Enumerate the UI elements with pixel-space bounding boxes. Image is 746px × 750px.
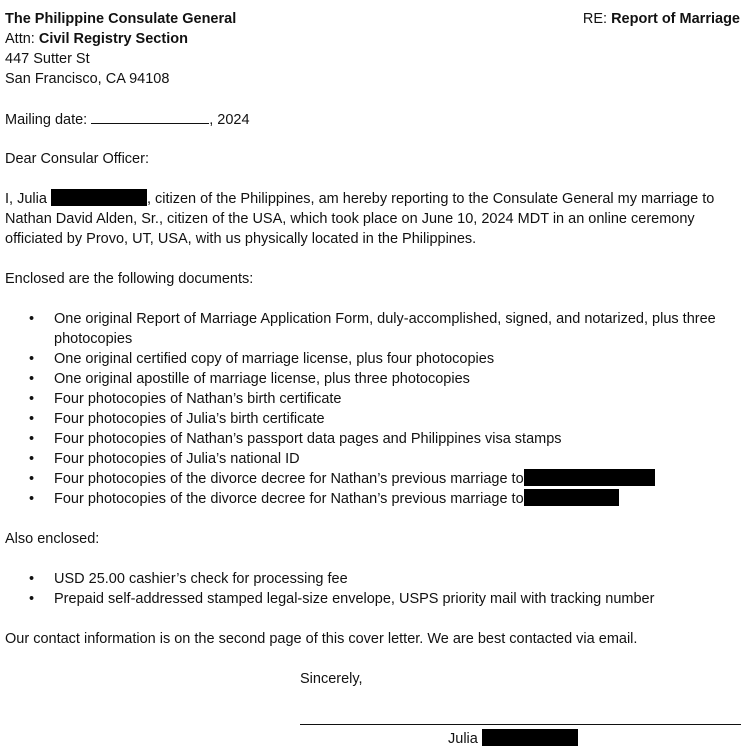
list-item: • Prepaid self-addressed stamped legal-size envelope, USPS priority mail with tracking number — [29, 591, 655, 607]
list-item: • Four photocopies of Julia’s national ID — [29, 451, 300, 467]
body-line-2: Nathan David Alden, Sr., citizen of the USA, which took place on June 10, 2024 MDT in an online ceremony — [5, 211, 695, 227]
subject-line: RE: Report of Marriage — [582, 11, 740, 27]
signature-line — [300, 724, 741, 725]
list-item: • Four photocopies of the divorce decree for Nathan’s previous marriage to — [0, 469, 746, 489]
body-line-1: I, Julia , citizen of the Philippines, am hereby reporting to the Consulate General my marriage to — [5, 191, 715, 207]
mailing-date-line: Mailing date: , 2024 — [5, 109, 250, 130]
list-item: • One original certified copy of marriage license, plus four photocopies — [29, 351, 495, 367]
redacted-name — [524, 489, 619, 506]
documents-list — [0, 309, 746, 509]
redacted-signature-surname — [482, 729, 578, 746]
salutation: Dear Consular Officer: — [5, 151, 149, 167]
list-item: • Four photocopies of Nathan’s passport data pages and Philippines visa stamps — [29, 431, 562, 447]
contact-note: Our contact information is on the second page of this cover letter. We are best contacted via email. — [5, 631, 638, 647]
recipient-org: The Philippine Consulate General — [5, 11, 237, 27]
list-item: • Four photocopies of the divorce decree for Nathan’s previous marriage to — [0, 489, 746, 509]
also-enclosed-heading: Also enclosed: — [5, 531, 100, 547]
redacted-name — [524, 469, 655, 486]
mailing-date-blank — [91, 109, 209, 124]
enclosed-heading: Enclosed are the following documents: — [5, 271, 254, 287]
city-address: San Francisco, CA 94108 — [5, 71, 170, 87]
attention-line: Attn: Civil Registry Section — [5, 31, 188, 47]
list-item: • Four photocopies of Julia’s birth certificate — [29, 411, 325, 427]
closing: Sincerely, — [300, 671, 363, 687]
list-item: • One original apostille of marriage license, plus three photocopies — [29, 371, 470, 387]
list-item: • USD 25.00 cashier’s check for processing fee — [29, 571, 348, 587]
also-enclosed-list — [0, 569, 746, 609]
street-address: 447 Sutter St — [5, 51, 90, 67]
list-item: • One original Report of Marriage Application Form, duly-accomplished, signed, and notarized, plus three photocopies — [29, 311, 716, 347]
body-line-3: officiated by Provo, UT, USA, with us physically located in the Philippines. — [5, 231, 477, 247]
list-item: • Four photocopies of Nathan’s birth certificate — [29, 391, 342, 407]
redacted-surname — [51, 189, 147, 206]
signature-name: Julia — [448, 729, 578, 749]
